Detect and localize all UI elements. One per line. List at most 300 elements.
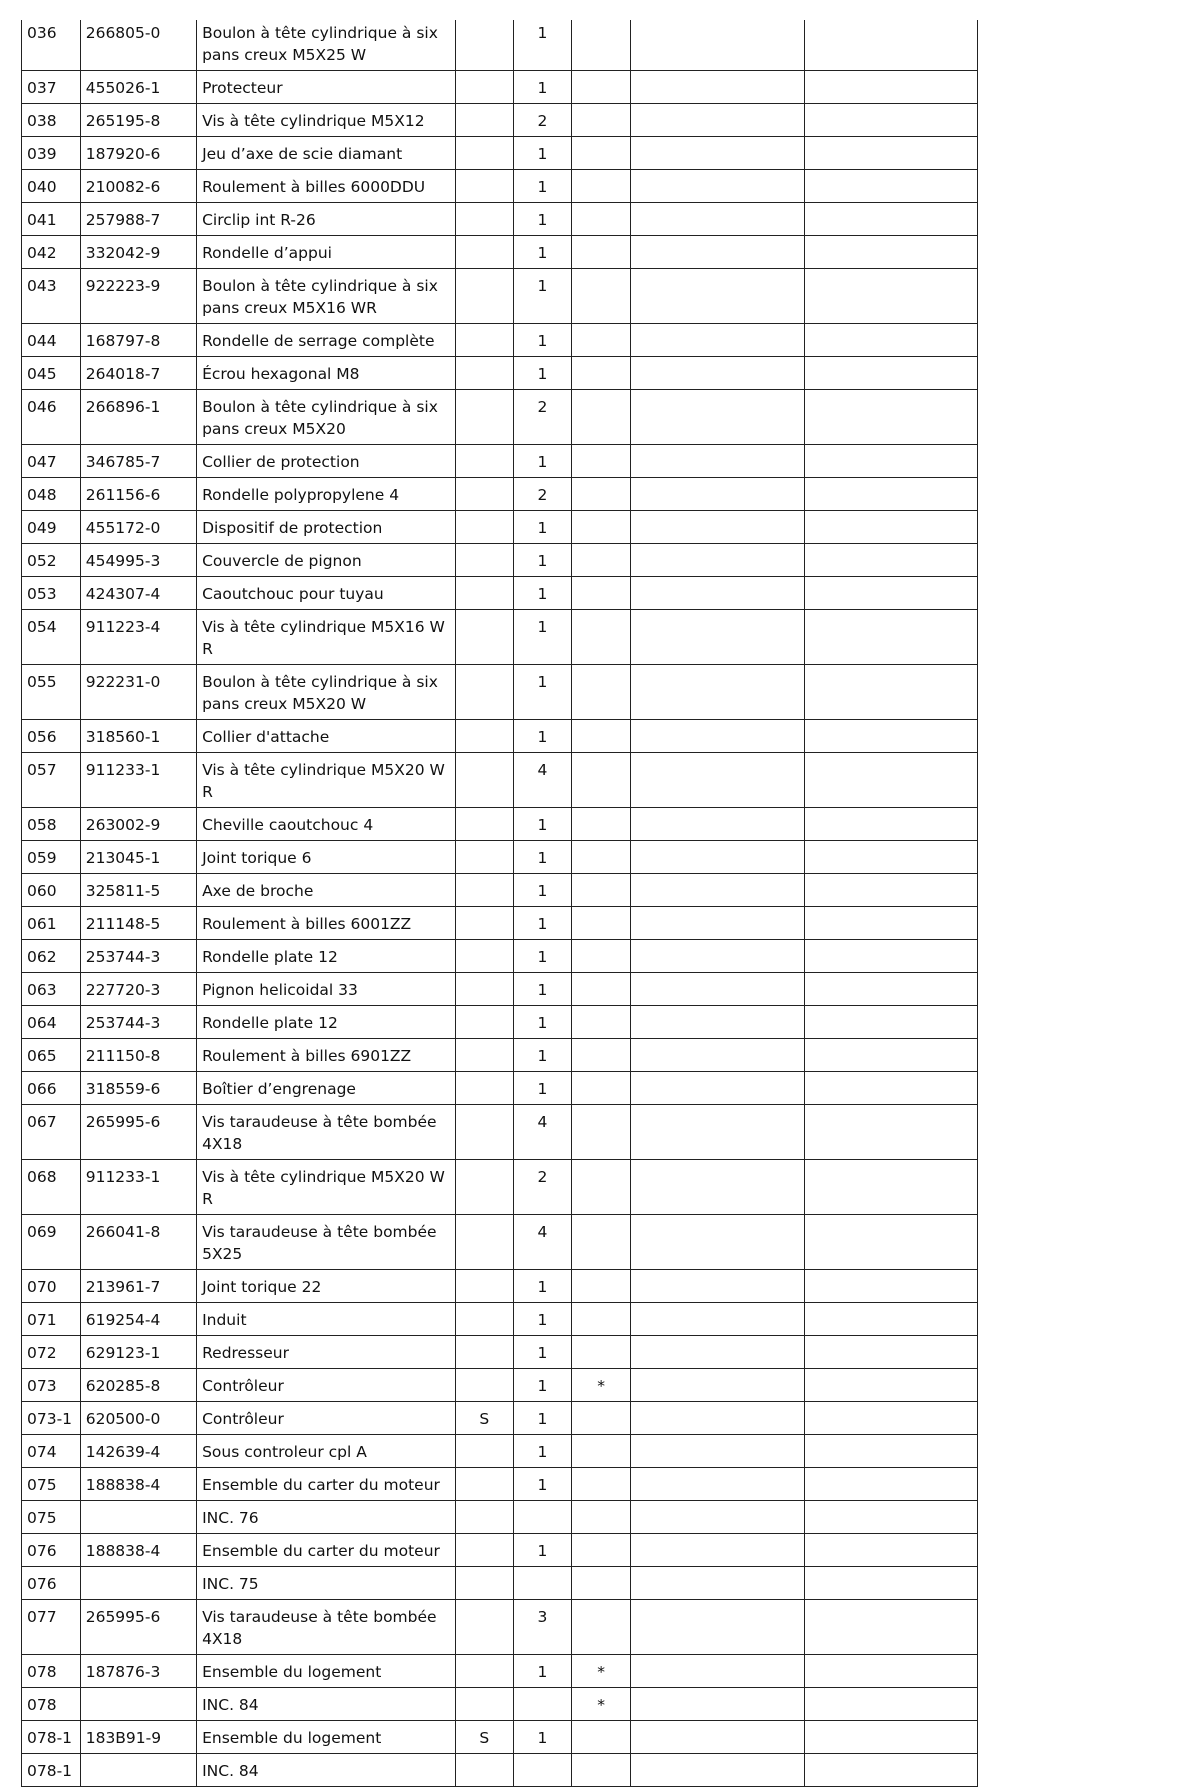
parts-table [21, 20, 978, 1787]
part-number-cell: 265195-8 [80, 104, 196, 137]
table-row [22, 1105, 978, 1160]
quantity-cell: 1 [513, 1336, 572, 1369]
part-number-cell [80, 1501, 196, 1534]
extra-column-1-cell [631, 1435, 805, 1468]
part-number-cell: 922223-9 [80, 269, 196, 324]
item-number-cell: 045 [22, 357, 81, 390]
extra-column-2-cell [805, 1215, 978, 1270]
part-number-cell [80, 1688, 196, 1721]
extra-column-2-cell [805, 665, 978, 720]
item-number-cell: 056 [22, 720, 81, 753]
table-row [22, 940, 978, 973]
quantity-cell: 1 [513, 544, 572, 577]
part-number-cell: 911233-1 [80, 753, 196, 808]
table-row [22, 973, 978, 1006]
quantity-cell: 1 [513, 1369, 572, 1402]
description-cell: Contrôleur [197, 1369, 456, 1402]
quantity-cell: 1 [513, 907, 572, 940]
item-number-cell: 069 [22, 1215, 81, 1270]
part-number-cell: 266041-8 [80, 1215, 196, 1270]
note-cell [572, 1600, 631, 1655]
item-number-cell: 078-1 [22, 1754, 81, 1787]
part-number-cell: 620500-0 [80, 1402, 196, 1435]
item-number-cell: 037 [22, 71, 81, 104]
quantity-cell: 1 [513, 874, 572, 907]
extra-column-2-cell [805, 720, 978, 753]
extra-column-2-cell [805, 610, 978, 665]
item-number-cell: 059 [22, 841, 81, 874]
description-cell: Vis à tête cylindrique M5X20 WR [197, 753, 456, 808]
description-cell: Ensemble du carter du moteur [197, 1534, 456, 1567]
extra-column-2-cell [805, 808, 978, 841]
part-number-cell: 911233-1 [80, 1160, 196, 1215]
note-cell [572, 753, 631, 808]
note-cell [572, 841, 631, 874]
extra-column-1-cell [631, 1160, 805, 1215]
flag-cell [455, 1303, 513, 1336]
extra-column-2-cell [805, 1072, 978, 1105]
table-row [22, 137, 978, 170]
table-row [22, 104, 978, 137]
description-cell: Ensemble du logement [197, 1721, 456, 1754]
note-cell [572, 1402, 631, 1435]
item-number-cell: 044 [22, 324, 81, 357]
flag-cell [455, 236, 513, 269]
item-number-cell: 062 [22, 940, 81, 973]
flag-cell [455, 445, 513, 478]
description-cell: Circlip int R-26 [197, 203, 456, 236]
description-cell: Ensemble du logement [197, 1655, 456, 1688]
extra-column-2-cell [805, 1468, 978, 1501]
part-number-cell: 263002-9 [80, 808, 196, 841]
quantity-cell: 1 [513, 137, 572, 170]
note-cell [572, 390, 631, 445]
flag-cell [455, 841, 513, 874]
flag-cell [455, 665, 513, 720]
item-number-cell: 038 [22, 104, 81, 137]
part-number-cell: 346785-7 [80, 445, 196, 478]
table-row [22, 841, 978, 874]
quantity-cell: 1 [513, 269, 572, 324]
quantity-cell [513, 1567, 572, 1600]
description-cell: Pignon helicoidal 33 [197, 973, 456, 1006]
extra-column-1-cell [631, 236, 805, 269]
quantity-cell: 1 [513, 1655, 572, 1688]
item-number-cell: 058 [22, 808, 81, 841]
extra-column-1-cell [631, 1501, 805, 1534]
part-number-cell: 213045-1 [80, 841, 196, 874]
flag-cell [455, 203, 513, 236]
table-row [22, 1160, 978, 1215]
quantity-cell: 1 [513, 940, 572, 973]
flag-cell [455, 478, 513, 511]
note-cell [572, 71, 631, 104]
item-number-cell: 076 [22, 1567, 81, 1600]
quantity-cell: 1 [513, 1402, 572, 1435]
part-number-cell: 424307-4 [80, 577, 196, 610]
extra-column-1-cell [631, 753, 805, 808]
table-row [22, 357, 978, 390]
description-cell: Redresseur [197, 1336, 456, 1369]
extra-column-2-cell [805, 170, 978, 203]
description-cell: Rondelle plate 12 [197, 1006, 456, 1039]
note-cell [572, 907, 631, 940]
extra-column-2-cell [805, 544, 978, 577]
item-number-cell: 039 [22, 137, 81, 170]
extra-column-2-cell [805, 104, 978, 137]
table-row [22, 1435, 978, 1468]
part-number-cell: 168797-8 [80, 324, 196, 357]
table-row [22, 1688, 978, 1721]
quantity-cell: 1 [513, 203, 572, 236]
extra-column-1-cell [631, 1072, 805, 1105]
note-cell [572, 203, 631, 236]
description-cell: Sous controleur cpl A [197, 1435, 456, 1468]
note-cell [572, 610, 631, 665]
table-row [22, 874, 978, 907]
quantity-cell: 1 [513, 71, 572, 104]
extra-column-1-cell [631, 1534, 805, 1567]
quantity-cell: 1 [513, 236, 572, 269]
extra-column-1-cell [631, 1688, 805, 1721]
flag-cell [455, 357, 513, 390]
description-cell: Induit [197, 1303, 456, 1336]
part-number-cell: 210082-6 [80, 170, 196, 203]
extra-column-1-cell [631, 577, 805, 610]
quantity-cell [513, 1688, 572, 1721]
item-number-cell: 057 [22, 753, 81, 808]
note-cell [572, 324, 631, 357]
flag-cell [455, 71, 513, 104]
item-number-cell: 072 [22, 1336, 81, 1369]
flag-cell [455, 1501, 513, 1534]
description-cell: Couvercle de pignon [197, 544, 456, 577]
part-number-cell: 454995-3 [80, 544, 196, 577]
flag-cell [455, 170, 513, 203]
extra-column-2-cell [805, 20, 978, 71]
table-row [22, 1721, 978, 1754]
part-number-cell: 257988-7 [80, 203, 196, 236]
extra-column-2-cell [805, 1534, 978, 1567]
extra-column-2-cell [805, 907, 978, 940]
flag-cell [455, 544, 513, 577]
extra-column-1-cell [631, 1006, 805, 1039]
part-number-cell: 455026-1 [80, 71, 196, 104]
table-row [22, 610, 978, 665]
item-number-cell: 065 [22, 1039, 81, 1072]
description-cell: Rondelle de serrage complète [197, 324, 456, 357]
extra-column-2-cell [805, 1105, 978, 1160]
part-number-cell: 183B91-9 [80, 1721, 196, 1754]
note-cell [572, 170, 631, 203]
table-row [22, 544, 978, 577]
description-cell: Axe de broche [197, 874, 456, 907]
extra-column-1-cell [631, 720, 805, 753]
description-cell: Rondelle polypropylene 4 [197, 478, 456, 511]
flag-cell [455, 1160, 513, 1215]
description-cell: INC. 75 [197, 1567, 456, 1600]
flag-cell [455, 1534, 513, 1567]
extra-column-2-cell [805, 1567, 978, 1600]
flag-cell [455, 1435, 513, 1468]
description-cell: Collier d'attache [197, 720, 456, 753]
extra-column-1-cell [631, 71, 805, 104]
extra-column-1-cell [631, 1600, 805, 1655]
note-cell [572, 478, 631, 511]
extra-column-2-cell [805, 577, 978, 610]
part-number-cell [80, 1754, 196, 1787]
extra-column-2-cell [805, 1369, 978, 1402]
note-cell [572, 973, 631, 1006]
flag-cell [455, 1468, 513, 1501]
note-cell [572, 1270, 631, 1303]
extra-column-2-cell [805, 753, 978, 808]
quantity-cell: 2 [513, 1160, 572, 1215]
flag-cell: S [455, 1402, 513, 1435]
quantity-cell: 4 [513, 753, 572, 808]
item-number-cell: 043 [22, 269, 81, 324]
note-cell: * [572, 1655, 631, 1688]
quantity-cell: 1 [513, 511, 572, 544]
quantity-cell: 1 [513, 720, 572, 753]
extra-column-2-cell [805, 1402, 978, 1435]
extra-column-1-cell [631, 665, 805, 720]
quantity-cell: 1 [513, 841, 572, 874]
flag-cell [455, 1270, 513, 1303]
note-cell [572, 104, 631, 137]
description-cell: Joint torique 6 [197, 841, 456, 874]
part-number-cell: 187876-3 [80, 1655, 196, 1688]
part-number-cell: 253744-3 [80, 1006, 196, 1039]
extra-column-1-cell [631, 357, 805, 390]
flag-cell [455, 1105, 513, 1160]
item-number-cell: 053 [22, 577, 81, 610]
part-number-cell: 188838-4 [80, 1468, 196, 1501]
table-row [22, 390, 978, 445]
quantity-cell: 1 [513, 1721, 572, 1754]
extra-column-2-cell [805, 1754, 978, 1787]
description-cell: Boulon à tête cylindrique à six pans creux M5X25 W [197, 20, 456, 71]
quantity-cell: 1 [513, 324, 572, 357]
extra-column-1-cell [631, 874, 805, 907]
extra-column-1-cell [631, 511, 805, 544]
part-number-cell: 318559-6 [80, 1072, 196, 1105]
part-number-cell: 188838-4 [80, 1534, 196, 1567]
note-cell [572, 577, 631, 610]
extra-column-1-cell [631, 1402, 805, 1435]
extra-column-1-cell [631, 1039, 805, 1072]
table-row [22, 1270, 978, 1303]
extra-column-1-cell [631, 478, 805, 511]
note-cell [572, 137, 631, 170]
description-cell: Dispositif de protection [197, 511, 456, 544]
part-number-cell: 266805-0 [80, 20, 196, 71]
description-cell: Jeu d’axe de scie diamant [197, 137, 456, 170]
description-cell: Boîtier d’engrenage [197, 1072, 456, 1105]
part-number-cell: 318560-1 [80, 720, 196, 753]
item-number-cell: 075 [22, 1468, 81, 1501]
part-number-cell: 211148-5 [80, 907, 196, 940]
note-cell [572, 720, 631, 753]
flag-cell [455, 1688, 513, 1721]
extra-column-1-cell [631, 170, 805, 203]
flag-cell [455, 940, 513, 973]
extra-column-2-cell [805, 478, 978, 511]
extra-column-1-cell [631, 203, 805, 236]
extra-column-2-cell [805, 1435, 978, 1468]
description-cell: INC. 76 [197, 1501, 456, 1534]
note-cell [572, 1534, 631, 1567]
description-cell: Roulement à billes 6901ZZ [197, 1039, 456, 1072]
table-row [22, 1600, 978, 1655]
extra-column-2-cell [805, 1039, 978, 1072]
extra-column-2-cell [805, 1600, 978, 1655]
flag-cell [455, 324, 513, 357]
quantity-cell: 1 [513, 20, 572, 71]
part-number-cell: 265995-6 [80, 1600, 196, 1655]
table-row [22, 1336, 978, 1369]
extra-column-2-cell [805, 1336, 978, 1369]
extra-column-2-cell [805, 1721, 978, 1754]
flag-cell [455, 973, 513, 1006]
quantity-cell: 4 [513, 1105, 572, 1160]
quantity-cell: 1 [513, 1006, 572, 1039]
note-cell [572, 874, 631, 907]
extra-column-1-cell [631, 137, 805, 170]
flag-cell [455, 577, 513, 610]
extra-column-2-cell [805, 1160, 978, 1215]
table-row [22, 1006, 978, 1039]
note-cell [572, 1303, 631, 1336]
note-cell [572, 1039, 631, 1072]
quantity-cell: 1 [513, 1468, 572, 1501]
extra-column-2-cell [805, 357, 978, 390]
description-cell: Roulement à billes 6001ZZ [197, 907, 456, 940]
note-cell [572, 1468, 631, 1501]
extra-column-1-cell [631, 973, 805, 1006]
table-row [22, 808, 978, 841]
table-row [22, 445, 978, 478]
note-cell [572, 269, 631, 324]
flag-cell [455, 269, 513, 324]
extra-column-1-cell [631, 1105, 805, 1160]
extra-column-1-cell [631, 1215, 805, 1270]
item-number-cell: 078 [22, 1655, 81, 1688]
description-cell: Contrôleur [197, 1402, 456, 1435]
extra-column-1-cell [631, 1468, 805, 1501]
item-number-cell: 071 [22, 1303, 81, 1336]
flag-cell [455, 104, 513, 137]
extra-column-1-cell [631, 104, 805, 137]
table-row [22, 236, 978, 269]
table-row [22, 1215, 978, 1270]
extra-column-2-cell [805, 1270, 978, 1303]
flag-cell [455, 874, 513, 907]
item-number-cell: 042 [22, 236, 81, 269]
table-row [22, 170, 978, 203]
item-number-cell: 078-1 [22, 1721, 81, 1754]
item-number-cell: 047 [22, 445, 81, 478]
extra-column-1-cell [631, 445, 805, 478]
quantity-cell: 2 [513, 390, 572, 445]
quantity-cell: 1 [513, 610, 572, 665]
item-number-cell: 068 [22, 1160, 81, 1215]
part-number-cell: 213961-7 [80, 1270, 196, 1303]
quantity-cell [513, 1501, 572, 1534]
flag-cell [455, 720, 513, 753]
description-cell: Écrou hexagonal M8 [197, 357, 456, 390]
quantity-cell: 3 [513, 1600, 572, 1655]
part-number-cell: 227720-3 [80, 973, 196, 1006]
item-number-cell: 063 [22, 973, 81, 1006]
table-row [22, 269, 978, 324]
description-cell: Caoutchouc pour tuyau [197, 577, 456, 610]
table-row [22, 665, 978, 720]
flag-cell [455, 511, 513, 544]
extra-column-2-cell [805, 390, 978, 445]
part-number-cell: 629123-1 [80, 1336, 196, 1369]
table-row [22, 478, 978, 511]
extra-column-1-cell [631, 841, 805, 874]
note-cell [572, 1336, 631, 1369]
extra-column-1-cell [631, 20, 805, 71]
part-number-cell: 187920-6 [80, 137, 196, 170]
quantity-cell: 1 [513, 1303, 572, 1336]
extra-column-1-cell [631, 1721, 805, 1754]
extra-column-2-cell [805, 71, 978, 104]
extra-column-1-cell [631, 610, 805, 665]
extra-column-2-cell [805, 1688, 978, 1721]
note-cell [572, 1501, 631, 1534]
part-number-cell: 619254-4 [80, 1303, 196, 1336]
table-row [22, 1039, 978, 1072]
item-number-cell: 040 [22, 170, 81, 203]
quantity-cell [513, 1754, 572, 1787]
note-cell [572, 1160, 631, 1215]
flag-cell [455, 20, 513, 71]
note-cell [572, 357, 631, 390]
quantity-cell: 1 [513, 1072, 572, 1105]
part-number-cell: 261156-6 [80, 478, 196, 511]
item-number-cell: 041 [22, 203, 81, 236]
quantity-cell: 1 [513, 1039, 572, 1072]
item-number-cell: 073 [22, 1369, 81, 1402]
note-cell [572, 1721, 631, 1754]
table-row [22, 1303, 978, 1336]
extra-column-2-cell [805, 511, 978, 544]
item-number-cell: 075 [22, 1501, 81, 1534]
quantity-cell: 1 [513, 170, 572, 203]
flag-cell [455, 1215, 513, 1270]
flag-cell [455, 390, 513, 445]
extra-column-1-cell [631, 1369, 805, 1402]
table-row [22, 1402, 978, 1435]
extra-column-2-cell [805, 203, 978, 236]
quantity-cell: 1 [513, 973, 572, 1006]
description-cell: Collier de protection [197, 445, 456, 478]
description-cell: INC. 84 [197, 1688, 456, 1721]
extra-column-2-cell [805, 1006, 978, 1039]
table-row [22, 1468, 978, 1501]
table-row [22, 907, 978, 940]
item-number-cell: 077 [22, 1600, 81, 1655]
description-cell: Vis taraudeuse à tête bombée 4X18 [197, 1600, 456, 1655]
item-number-cell: 074 [22, 1435, 81, 1468]
flag-cell [455, 907, 513, 940]
table-row [22, 1501, 978, 1534]
quantity-cell: 1 [513, 665, 572, 720]
description-cell: Boulon à tête cylindrique à six pans creux M5X16 WR [197, 269, 456, 324]
